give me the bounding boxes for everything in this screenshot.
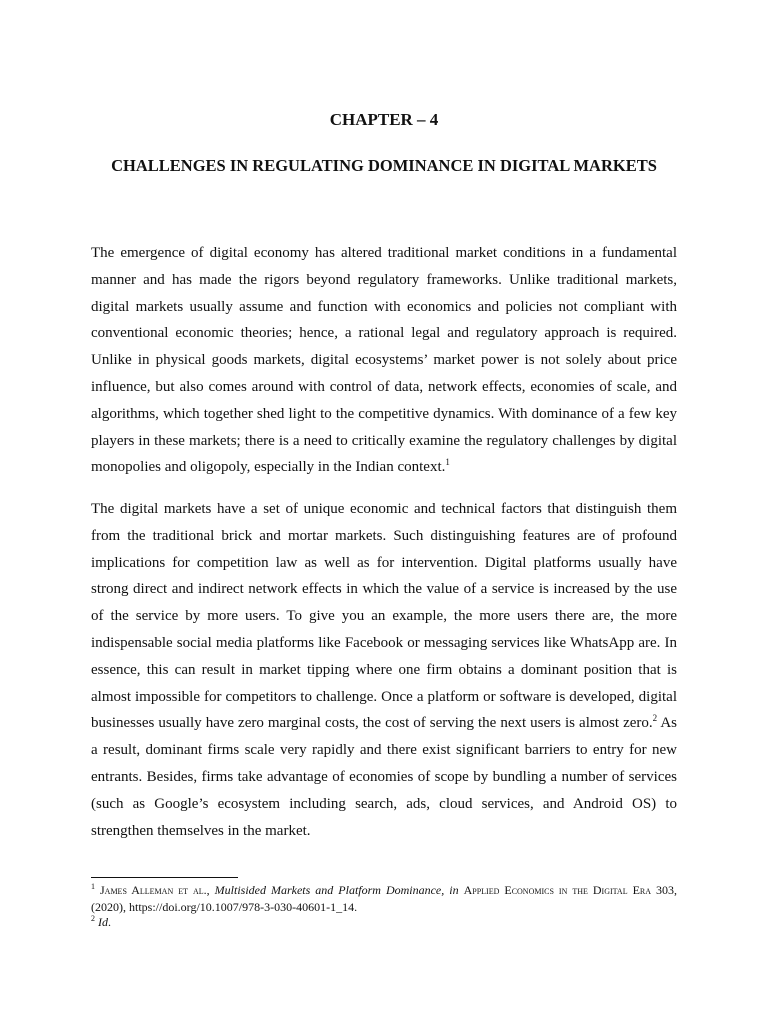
footnote-1-title: Multisided Markets and Platform Dominance — [214, 883, 442, 897]
footnote-2 — [91, 914, 677, 931]
paragraph-1 — [91, 240, 677, 481]
footnote-2-number: 2 — [91, 914, 95, 923]
paragraph-2-text-before: The digital markets have a set of unique economic and technical factors that distinguish them from the traditional brick and mortar markets. Such distinguishing features are of profound implications for competition law as well as for intervention. Digital platforms usually have strong direct and indirect network effects in which the value of a service is increased by the use of the service by more users. To give you an example, the more users there are, the more indispensable social media platforms like Facebook or messaging services like WhatsApp are. In essence, this can result in market tipping where one firm obtains a dominant position that is almost impossible for competitors to challenge. Once a platform or software is developed, digital businesses usually have zero marginal costs, the cost of serving the next users is almost zero. — [91, 501, 677, 732]
footnote-2-suffix: . — [108, 915, 111, 929]
chapter-label: CHAPTER – 4 — [329, 110, 439, 129]
footnote-1 — [91, 882, 677, 915]
footnote-1-rest: 303, (2020), https://doi.org/10.1007/978-3-030-40601-1_14. — [91, 883, 678, 914]
paragraph-1-text: The emergence of digital economy has altered traditional market conditions in a fundamental manner and has made the rigors beyond regulatory frameworks. Unlike traditional markets, digital markets usually assume and function with economics and policies not compliant with conventional economic theories; hence, a rational legal and regulatory approach is required. Unlike in physical goods markets, digital ecosystems’ market power is not solely about price influence, but also comes around with control of data, network effects, economies of scale, and algorithms, which together shed light to the competitive dynamics. With dominance of a few key players in these markets; there is a need to critically examine the regulatory challenges by digital monopolies and oligopoly, especially in the Indian context. — [91, 245, 677, 476]
footnote-1-book: Applied Economics in the Digital Era — [463, 883, 652, 897]
footnote-ref-2[interactable]: 2 — [652, 713, 658, 724]
footnote-2-text: Id — [98, 915, 108, 929]
chapter-title: CHALLENGES IN REGULATING DOMINANCE IN DIGITAL MARKETS — [111, 156, 657, 175]
paragraph-2 — [91, 496, 677, 844]
paragraph-2-text-after: As a result, dominant firms scale very rapidly and there exist significant barriers to entry for new entrants. Besides, firms take advantage of economies of scope by bundling a number of services (such as Google’s ecosystem including search, ads, cloud services, and Android OS) to strengthen themselves in the market. — [91, 715, 678, 839]
footnote-1-authors: James Alleman et al., — [100, 883, 210, 897]
footnote-1-connector: , in — [441, 883, 459, 897]
footnote-1-number: 1 — [91, 882, 95, 891]
footnote-separator — [91, 877, 238, 878]
footnote-ref-1[interactable]: 1 — [445, 457, 450, 468]
